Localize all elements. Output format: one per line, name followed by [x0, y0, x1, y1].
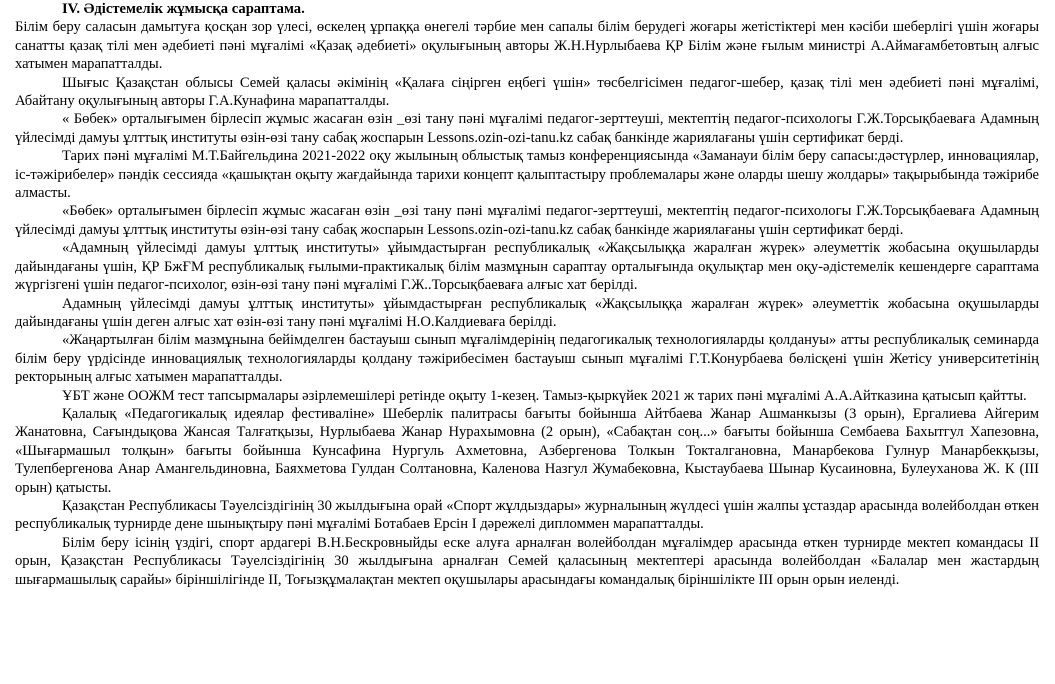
paragraph-ministry-award: Білім беру саласын дамытуға қосқан зор үлесі, өскелең ұрпаққа өнегелі тәрбие мен сапалы білім берудегі жоғары жетістіктері мен кәсіби шеберлігі үшін жоғары санатты қазақ тілі мен әдебиеті пәні мұғалімі «Қазақ әдебиеті» оқулығының авторы Ж.Н.Нурлыбаева ҚР Білім және ғылым министрі А.Аймағамбетовтың алғыс хатымен марапатталды.: [15, 19, 1039, 73]
paragraph-festival: Қалалық «Педагогикалық идеялар фестивалiне» Шеберлік палитрасы бағыты бойынша Айтбаева Жанар Ашманкызы (3 орын), Ергалиева Айгерим Жанатовна, Сағындықова Жансая Талғатқызы, Нурлыбаева Жанар Нурахымовна (2 орын), «Сабақтан соң...» бағыты бойынша Сембаева Бахытгул Хапезовна, «Шығармашыл толқын» бағыты бойынша Кунсафина Нургуль Ахметовна, Азбергенова Толкын Токталгановна, Манарбекова Гулнур Манарбекқызы, Тулепбергенова Анар Амангельдиновна, Баяхметова Гулдан Солтановна, Каленова Назгул Жумабековна, Кыстаубаева Шынар Кусаиновна, Булеуханова Ж. К (III орын) қатысты.: [15, 405, 1039, 496]
paragraph-ubt-participation: ҰБТ және ООЖМ тест тапсырмалары әзірлемешілері ретінде оқыту 1-кезең. Тамыз-қыркүйек 2021 ж тарих пәні мұғалімі А.А.Айтказина қатысып қайтты.: [62, 387, 1027, 404]
paragraph-kaldieva-letter: Адамның үйлесімді дамуы ұлттық институты» ұйымдастырған республикалық «Жақсылыққа жаралған жүрек» әлеуметтік жобасына оқушыларды дайындағаны үшін деген алғыс хат өзін-өзі тану пәні мұғалімі Н.О.Калдиеваға берілді.: [15, 295, 1039, 330]
paragraph-bobek-certificate: « Бөбек» орталығымен бірлесіп жұмыс жасаған өзін _өзі тану пәні мұғалімі педагог-зерттеуші, мектептің педагог-психологы Г.Ж.Торсықбаеваға Адамның үйлесімді дамуы ұлттық институты өзін-өзі тану сабақ жоспарын Lessons.ozin-ozi-tanu.kz сабақ банкінде жариялағаны үшін сертификат берді.: [15, 111, 1039, 146]
paragraph-seminar-letter: «Жаңартылған білім мазмұнына бейімделген бастауыш сынып мұғалімдерінің педагогикалық технологияларды қолдануы» атты республикалық семинарда білім беру үрдісінде инновациялық технологияларды қолдану тәжірибесімен бастауыш сынып мұғалімі Г.Т.Конурбаева бөлісқені үшін Жетісу университетінің ректорының алғыс хатымен марапатталды.: [15, 332, 1039, 386]
paragraph-bobek-certificate-repeat: «Бөбек» орталығымен бірлесіп жұмыс жасаған өзін _өзі тану пәні мұғалімі педагог-зерттеуші, мектептің педагог-психологы Г.Ж.Торсықбаеваға Адамның үйлесімді дамуы ұлттық институты өзін-өзі тану сабақ жоспарын Lessons.ozin-ozi-tanu.kz сабақ банкінде жариялағаны үшін сертификат берді.: [15, 203, 1039, 238]
paragraph-volleyball-diploma: Қазақстан Республикасы Тәуелсіздігінің 30 жылдығына орай «Спорт жұлдыздары» журналының жүлдесі үшін жалпы ұстаздар арасында волейболдан өткен республикалық турнирде дене шынықтыру пәні мұғалімі Ботабаев Ерсін І дәрежелі дипломмен марапатталды.: [15, 497, 1039, 533]
section-heading: IV. Әдістемелік жұмысқа сараптама.: [62, 1, 305, 17]
paragraph-history-conference: Тарих пәні мұғалімі М.Т.Байгельдина 2021-2022 оқу жылының облыстық тамыз конференциясында «Заманауи білім беру сапасы:дәстүрлер, инновациялар, іс-тәжірибелер» пәндік сессияда «қашықтан оқыту жағдайында тарихи концепт қалыптастыру проблемалары және оларды шешу жолдары» тақырыбында тәжірибе алмасты.: [15, 148, 1039, 202]
paragraph-social-project-letter: «Адамның үйлесімді дамуы ұлттық институты» ұйымдастырған республикалық «Жақсылыққа жаралған жүрек» әлеуметтік жобасына оқушыларды дайындағаны үшін, ҚР БжҒМ республикалық ғылыми-практикалық білім мазмұнын сараптау орталығында оқулықтар мен оқу-әдістемелік кешендерге сараптама жүргізгені үшін педагог-психолог, өзін-өзі тану пәні мұғалімі Г.Ж..Торсықбаеваға алғыс хат берілді.: [15, 240, 1039, 294]
paragraph-volleyball-tournament: Білім беру ісінің үздігі, спорт ардагері В.Н.Бескровныйды еске алуға арналған волейболдан мұғалімдер арасында өткен турнирде мектеп командасы ІІ орын, Қазақстан Республикасы Тәуелсіздігінің 30 жылдығына арналған Семей қаласының мектептері арасында волейболдан «Балалар мен жастардың шығармашылық сарайы» біріншілігінде ІІ, Тоғызқұмалақтан мектеп оқушылары арасындағы командалық біріншілікте ІІІ орын орын иеленді.: [15, 534, 1039, 588]
document-page: [15, 0, 1039, 589]
paragraph-city-badge: Шығыс Қазақстан облысы Семей қаласы әкімінің «Қалаға сіңірген еңбегі үшін» төсбелгісімен педагог-шебер, қазақ тілі мен әдебиеті пәні мұғалімі, Абайтану оқулығының авторы Г.А.Кунафина марапатталды.: [15, 74, 1039, 110]
